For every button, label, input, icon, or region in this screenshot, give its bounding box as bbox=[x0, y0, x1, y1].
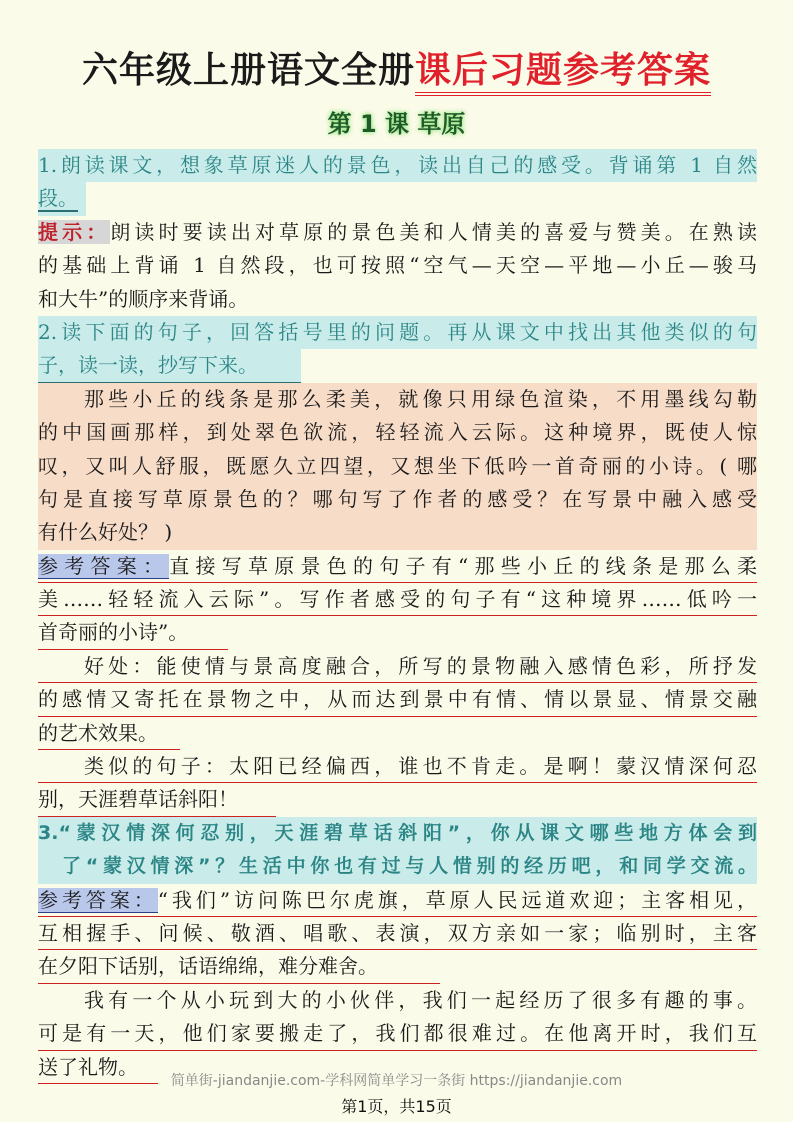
answer-line: 参考答案：“我们”访问陈巴尔虎旗，草原人民远道欢迎；主客相见， bbox=[38, 884, 757, 917]
benefit-line: 好处：能使情与景高度融合，所写的景物融入感情色彩，所抒发 bbox=[38, 650, 757, 683]
tip-line: 的基础上背诵 1 自然段，也可按照“空气—天空—平地—小丘—骏马 bbox=[38, 253, 757, 278]
answer-line: 在夕阳下话别，话语绵绵，难分难舍。 bbox=[38, 950, 440, 983]
page-number: 第1页，共15页 bbox=[341, 1097, 452, 1116]
passage-line: 句是直接写草原景色的？哪句写了作者的感受？在写景中融入感受 bbox=[38, 483, 757, 516]
tip-label: 提示： bbox=[38, 219, 111, 244]
tip-line: 提示：朗读时要读出对草原的景色美和人情美的喜爱与赞美。在熟读 bbox=[38, 219, 757, 244]
benefit-line: 的感情又寄托在景物之中，从而达到景中有情、情以景显、情景交融 bbox=[38, 683, 757, 716]
story-line: 我有一个从小玩到大的小伙伴，我们一起经历了很多有趣的事。 bbox=[38, 984, 757, 1017]
question-2-line: 2.读下面的句子，回答括号里的问题。再从课文中找出其他类似的句 bbox=[38, 316, 757, 349]
passage-line: 的中国画那样，到处翠色欲流，轻轻流入云际。这种境界，既使人惊 bbox=[38, 416, 757, 449]
question-1-line: 段。 bbox=[38, 182, 86, 215]
page-title bbox=[0, 42, 793, 93]
answer-label: 参考答案： bbox=[38, 553, 170, 578]
answer-label: 参考答案： bbox=[38, 887, 158, 912]
answer-line: 美……轻轻流入云际”。写作者感受的句子有“这种境界……低吟一 bbox=[38, 583, 757, 616]
tip-line: 和大牛”的顺序来背诵。 bbox=[38, 286, 249, 311]
question-3-line: 3.“蒙汉情深何忍别，天涯碧草话斜阳”，你从课文哪些地方体会到 bbox=[38, 817, 757, 850]
passage-line: 那些小丘的线条是那么柔美，就像只用绿色渲染，不用墨线勾勒 bbox=[38, 383, 757, 416]
story-line: 可是有一天，他们家要搬走了，我们都很难过。在他离开时，我们互 bbox=[38, 1017, 757, 1050]
title-black: 六年级上册语文全册 bbox=[81, 50, 415, 91]
title-red: 课后习题参考答案 bbox=[415, 50, 711, 96]
passage-line: 有什么好处？ ) bbox=[38, 516, 757, 549]
document-body bbox=[38, 149, 757, 1084]
answer-line: 首奇丽的小诗”。 bbox=[38, 616, 228, 649]
question-3-line: 了“蒙汉情深”？生活中你也有过与人惜别的经历吧，和同学交流。 bbox=[38, 850, 757, 883]
answer-line: 互相握手、问候、敬酒、唱歌、表演，双方亲如一家；临别时，主客 bbox=[38, 917, 757, 950]
similar-line: 别，天涯碧草话斜阳！ bbox=[38, 783, 276, 816]
lesson-title: 第 1 课 草原 bbox=[327, 110, 466, 138]
passage-line: 叹，又叫人舒服，既愿久立四望，又想坐下低吟一首奇丽的小诗。( 哪 bbox=[38, 450, 757, 483]
question-1-line: 1.朗读课文，想象草原迷人的景色，读出自己的感受。背诵第 1 自然 bbox=[38, 149, 757, 182]
question-2-line: 子，读一读，抄写下来。 bbox=[38, 349, 301, 382]
answer-line: 参考答案：直接写草原景色的句子有“那些小丘的线条是那么柔 bbox=[38, 550, 757, 583]
similar-line: 类似的句子：太阳已经偏西，谁也不肯走。是啊！蒙汉情深何忍 bbox=[38, 750, 757, 783]
watermark: 简单街-jiandanjie.com-学科网简单学习一条街 https://jiandanjie.com bbox=[170, 1073, 623, 1089]
benefit-line: 的艺术效果。 bbox=[38, 717, 180, 750]
story-line: 送了礼物。 bbox=[38, 1051, 158, 1084]
